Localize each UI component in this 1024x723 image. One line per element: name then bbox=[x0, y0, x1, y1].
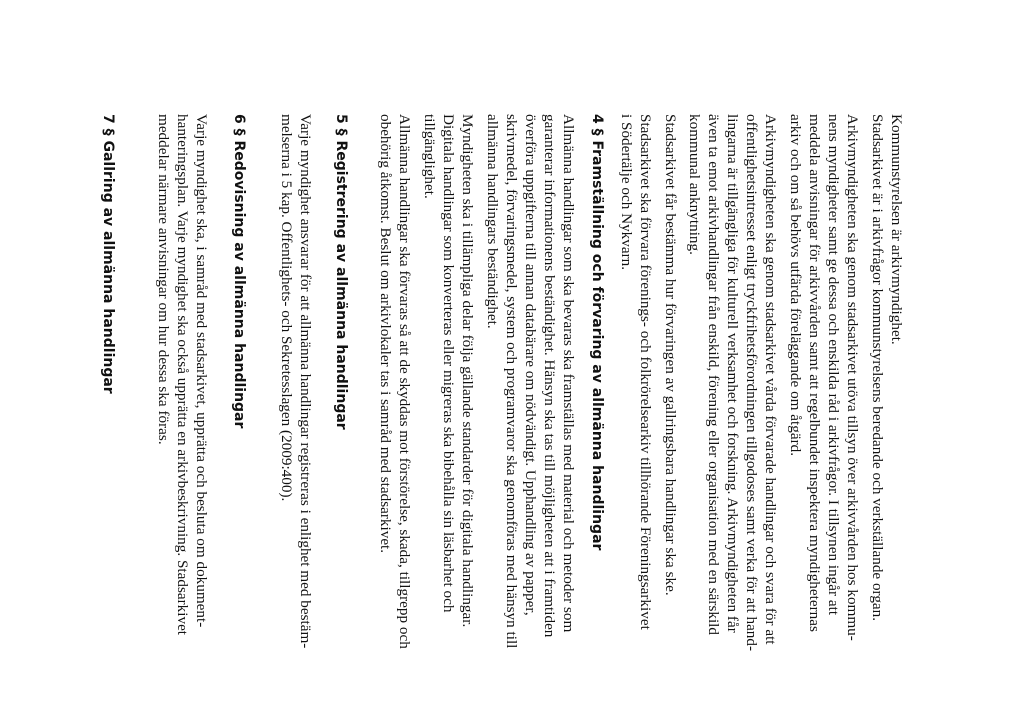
body-line: skrivmedel, förvaringsmedel, system och programvaror ska genomföras med hänsyn till bbox=[503, 114, 520, 649]
section-heading-6: 6 § Redovisning av allmänna handlingar bbox=[231, 114, 247, 429]
body-line: offentlighetsintresset enligt tryckfrihetsförordningen tillgodoses samt verka för att hand- bbox=[743, 114, 760, 652]
body-line: Myndigheten ska i tillämpliga delar följa gällande standarder för digitala handlingar. bbox=[459, 114, 476, 628]
body-line: Stadsarkivet ska förvara förenings- och folkrörelsearkiv tillhörande Föreningsarkivet bbox=[637, 114, 654, 630]
body-line: lingarna är tillgängliga för kulturell verksamhet och forskning. Arkivmyndigheten får bbox=[724, 114, 741, 633]
body-line: meddela anvisningar för arkivvården samt att regelbundet inspektera myndigheternas bbox=[806, 114, 823, 632]
body-line: Kommunstyrelsen är arkivmyndighet. bbox=[888, 114, 905, 345]
body-line: garanterar informationens beständighet. Hänsyn ska tas till möjligheten att i framtiden bbox=[541, 114, 558, 638]
body-line: Stadsarkivet är i arkivfrågor kommunstyrelsens beredande och verkställande organ. bbox=[869, 114, 886, 622]
body-line: Arkivmyndigheten ska genom stadsarkivet vårda förvarade handlingar och svara för att bbox=[762, 114, 779, 645]
body-line: obehörig åtkomst. Beslut om arkivlokaler tas i samråd med stadsarkivet. bbox=[377, 114, 394, 554]
body-line: överföra uppgifterna till annan databärare om nödvändigt. Upphandling av papper, bbox=[522, 114, 539, 616]
body-line: melserna i 5 kap. Offentlighets- och Sekretesslagen (2009:400). bbox=[278, 114, 295, 502]
body-line: hanteringsplan. Varje myndighet ska också upprätta en arkivbeskrivning. Stadsarkivet bbox=[174, 114, 191, 636]
body-line: Arkivmyndigheten ska genom stadsarkivet utöva tillsyn över arkivvården hos kommu- bbox=[844, 114, 861, 641]
body-line: Digitala handlingar som konverteras eller migreras ska bibehålla sin läsbarhet och bbox=[440, 114, 457, 613]
body-line: meddelar närmare anvisningar om hur dessa ska föras. bbox=[155, 114, 172, 445]
section-heading-4: 4 § Framställning och förvaring av allmänna handlingar bbox=[589, 114, 605, 551]
body-line: Allmänna handlingar ska förvaras så att de skyddas mot förstörelse, skada, tillgrepp och bbox=[396, 114, 413, 649]
body-line: Allmänna handlingar som ska bevaras ska framställas med material och metoder som bbox=[560, 114, 577, 633]
body-line: även ta emot arkivhandlingar från enskild, förening eller organisation med en särskild bbox=[705, 114, 722, 635]
body-line: i Södertälje och Nykvarn. bbox=[618, 114, 635, 271]
body-line: Varje myndighet ska, i samråd med stadsarkivet, upprätta och besluta om dokument- bbox=[193, 114, 210, 628]
body-line: allmänna handlingars beständighet. bbox=[484, 114, 501, 329]
body-line: nens myndigheter samt ge dessa och enskilda råd i arkivfrågor. I tillsynen ingår att bbox=[825, 114, 842, 616]
body-line: Stadsarkivet får bestämma hur förvaringen av gallringsbara handlingar ska ske. bbox=[662, 114, 679, 596]
body-line: Varje myndighet ansvarar för att allmänna handlingar registreras i enlighet med bestäm- bbox=[297, 114, 314, 649]
section-heading-7: 7 § Gallring av allmänna handlingar bbox=[100, 114, 116, 394]
body-line: arkiv och om så behövs utfärda föreläggande om åtgärd. bbox=[787, 114, 804, 457]
body-line: kommunal anknytning. bbox=[686, 114, 703, 255]
section-heading-5: 5 § Registrering av allmänna handlingar bbox=[333, 114, 349, 430]
body-line: tillgänglighet. bbox=[421, 114, 438, 199]
